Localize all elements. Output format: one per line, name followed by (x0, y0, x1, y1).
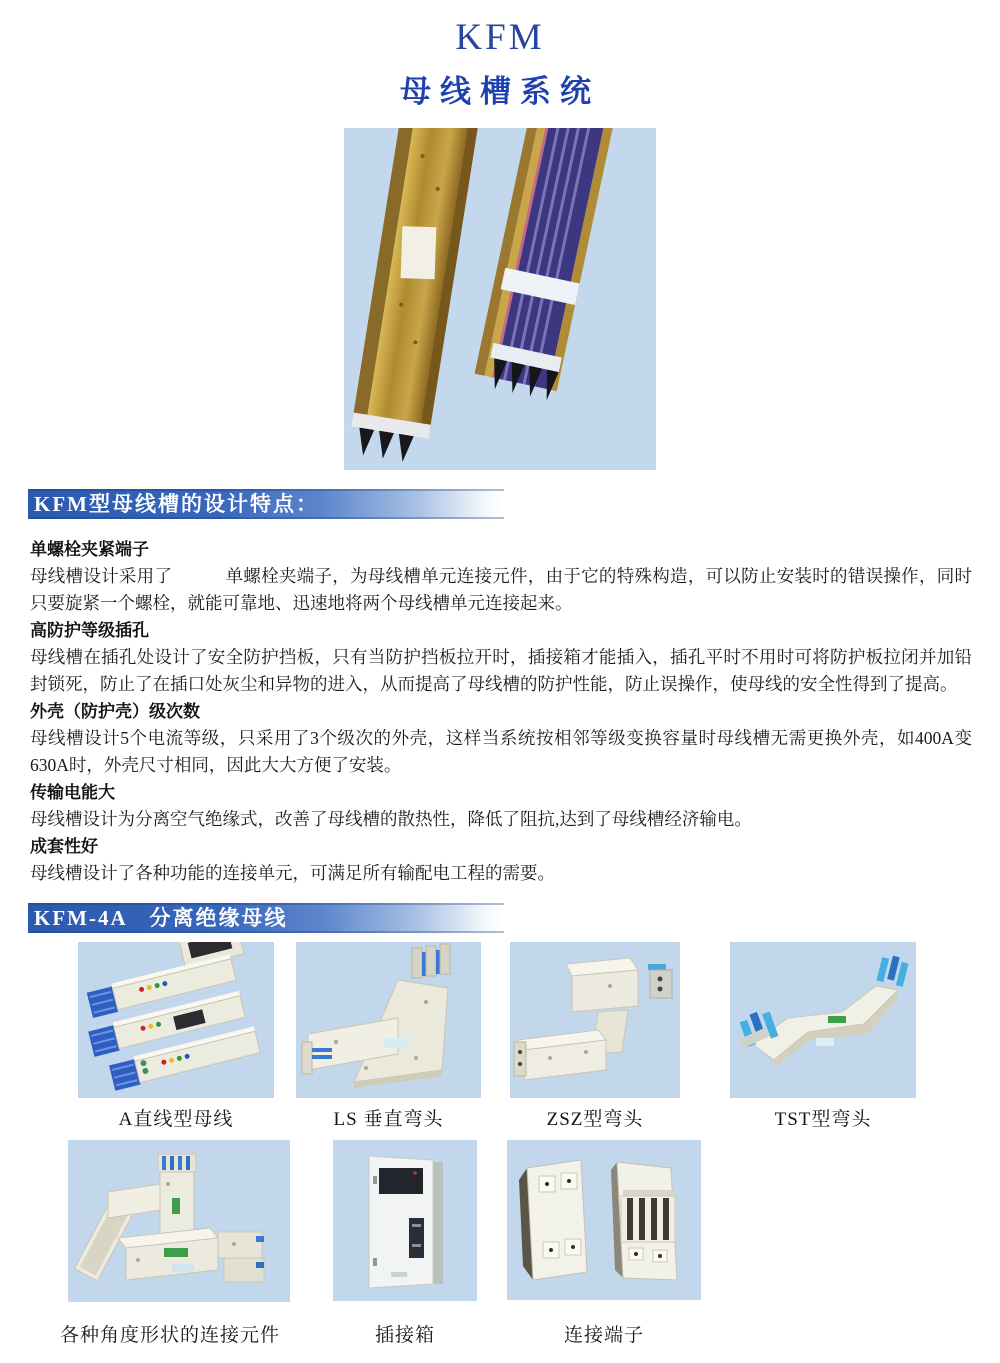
feature-list (30, 536, 972, 887)
gallery-caption: 各种角度形状的连接元件 (59, 1325, 280, 1346)
feature-body: 母线槽在插孔处设计了安全防护挡板，只有当防护挡板拉开时，插接箱才能插入，插孔平时不用时可将防护板拉闭并加铅封锁死，防止了在插口处灰尘和异物的进入，从而提高了母线槽的防护性能，防止误操作，使母线的安全性得到了提高。 (30, 647, 972, 694)
busway-product-photo (344, 128, 656, 470)
feature-title: 成套性好 (30, 837, 98, 856)
photo-plug-in-box (333, 1140, 477, 1301)
feature-title: 外壳（防护壳）级次数 (30, 702, 200, 721)
page-subtitle: 母线槽系统 (400, 74, 600, 109)
gallery-caption: ZSZ型弯头 (546, 1109, 644, 1130)
gallery-caption: 插接箱 (374, 1325, 435, 1346)
busway-illustration (344, 128, 656, 470)
feature-body: 母线槽设计为分离空气绝缘式，改善了母线槽的散热性，降低了阻抗,达到了母线槽经济输电。 (30, 809, 752, 829)
feature-body: 母线槽设计采用了 单螺栓夹端子，为母线槽单元连接元件，由于它的特殊构造，可以防止安装时的错误操作，同时只要旋紧一个螺栓，就能可靠地、迅速地将两个母线槽单元连接起来。 (30, 566, 972, 613)
section-header-kfm4a: KFM-4A 分离绝缘母线 (28, 903, 504, 933)
photo-connection-elements (68, 1140, 290, 1302)
feature-title: 单螺栓夹紧端子 (30, 540, 149, 559)
gallery-caption: LS 垂直弯头 (333, 1109, 444, 1130)
page-title: KFM (455, 17, 545, 58)
gallery-caption: 连接端子 (563, 1325, 644, 1346)
feature-body: 母线槽设计5个电流等级，只采用了3个级次的外壳，这样当系统按相邻等级变换容量时母线槽无需更换外壳，如400A变630A时，外壳尺寸相同，因此大大方便了安装。 (30, 728, 972, 775)
photo-connection-terminals (507, 1140, 701, 1300)
photo-tst-elbow (730, 942, 916, 1098)
photo-ls-vertical-elbow (296, 942, 481, 1098)
gallery-caption: A直线型母线 (118, 1109, 234, 1130)
photo-a-straight-busway (78, 942, 274, 1098)
feature-title: 高防护等级插孔 (30, 621, 149, 640)
photo-zsz-elbow (510, 942, 680, 1098)
feature-title: 传输电能大 (30, 783, 115, 802)
gallery-caption: TST型弯头 (774, 1109, 872, 1130)
feature-body: 母线槽设计了各种功能的连接单元，可满足所有输配电工程的需要。 (30, 863, 555, 883)
section-header-design-features: KFM型母线槽的设计特点： (28, 489, 504, 519)
